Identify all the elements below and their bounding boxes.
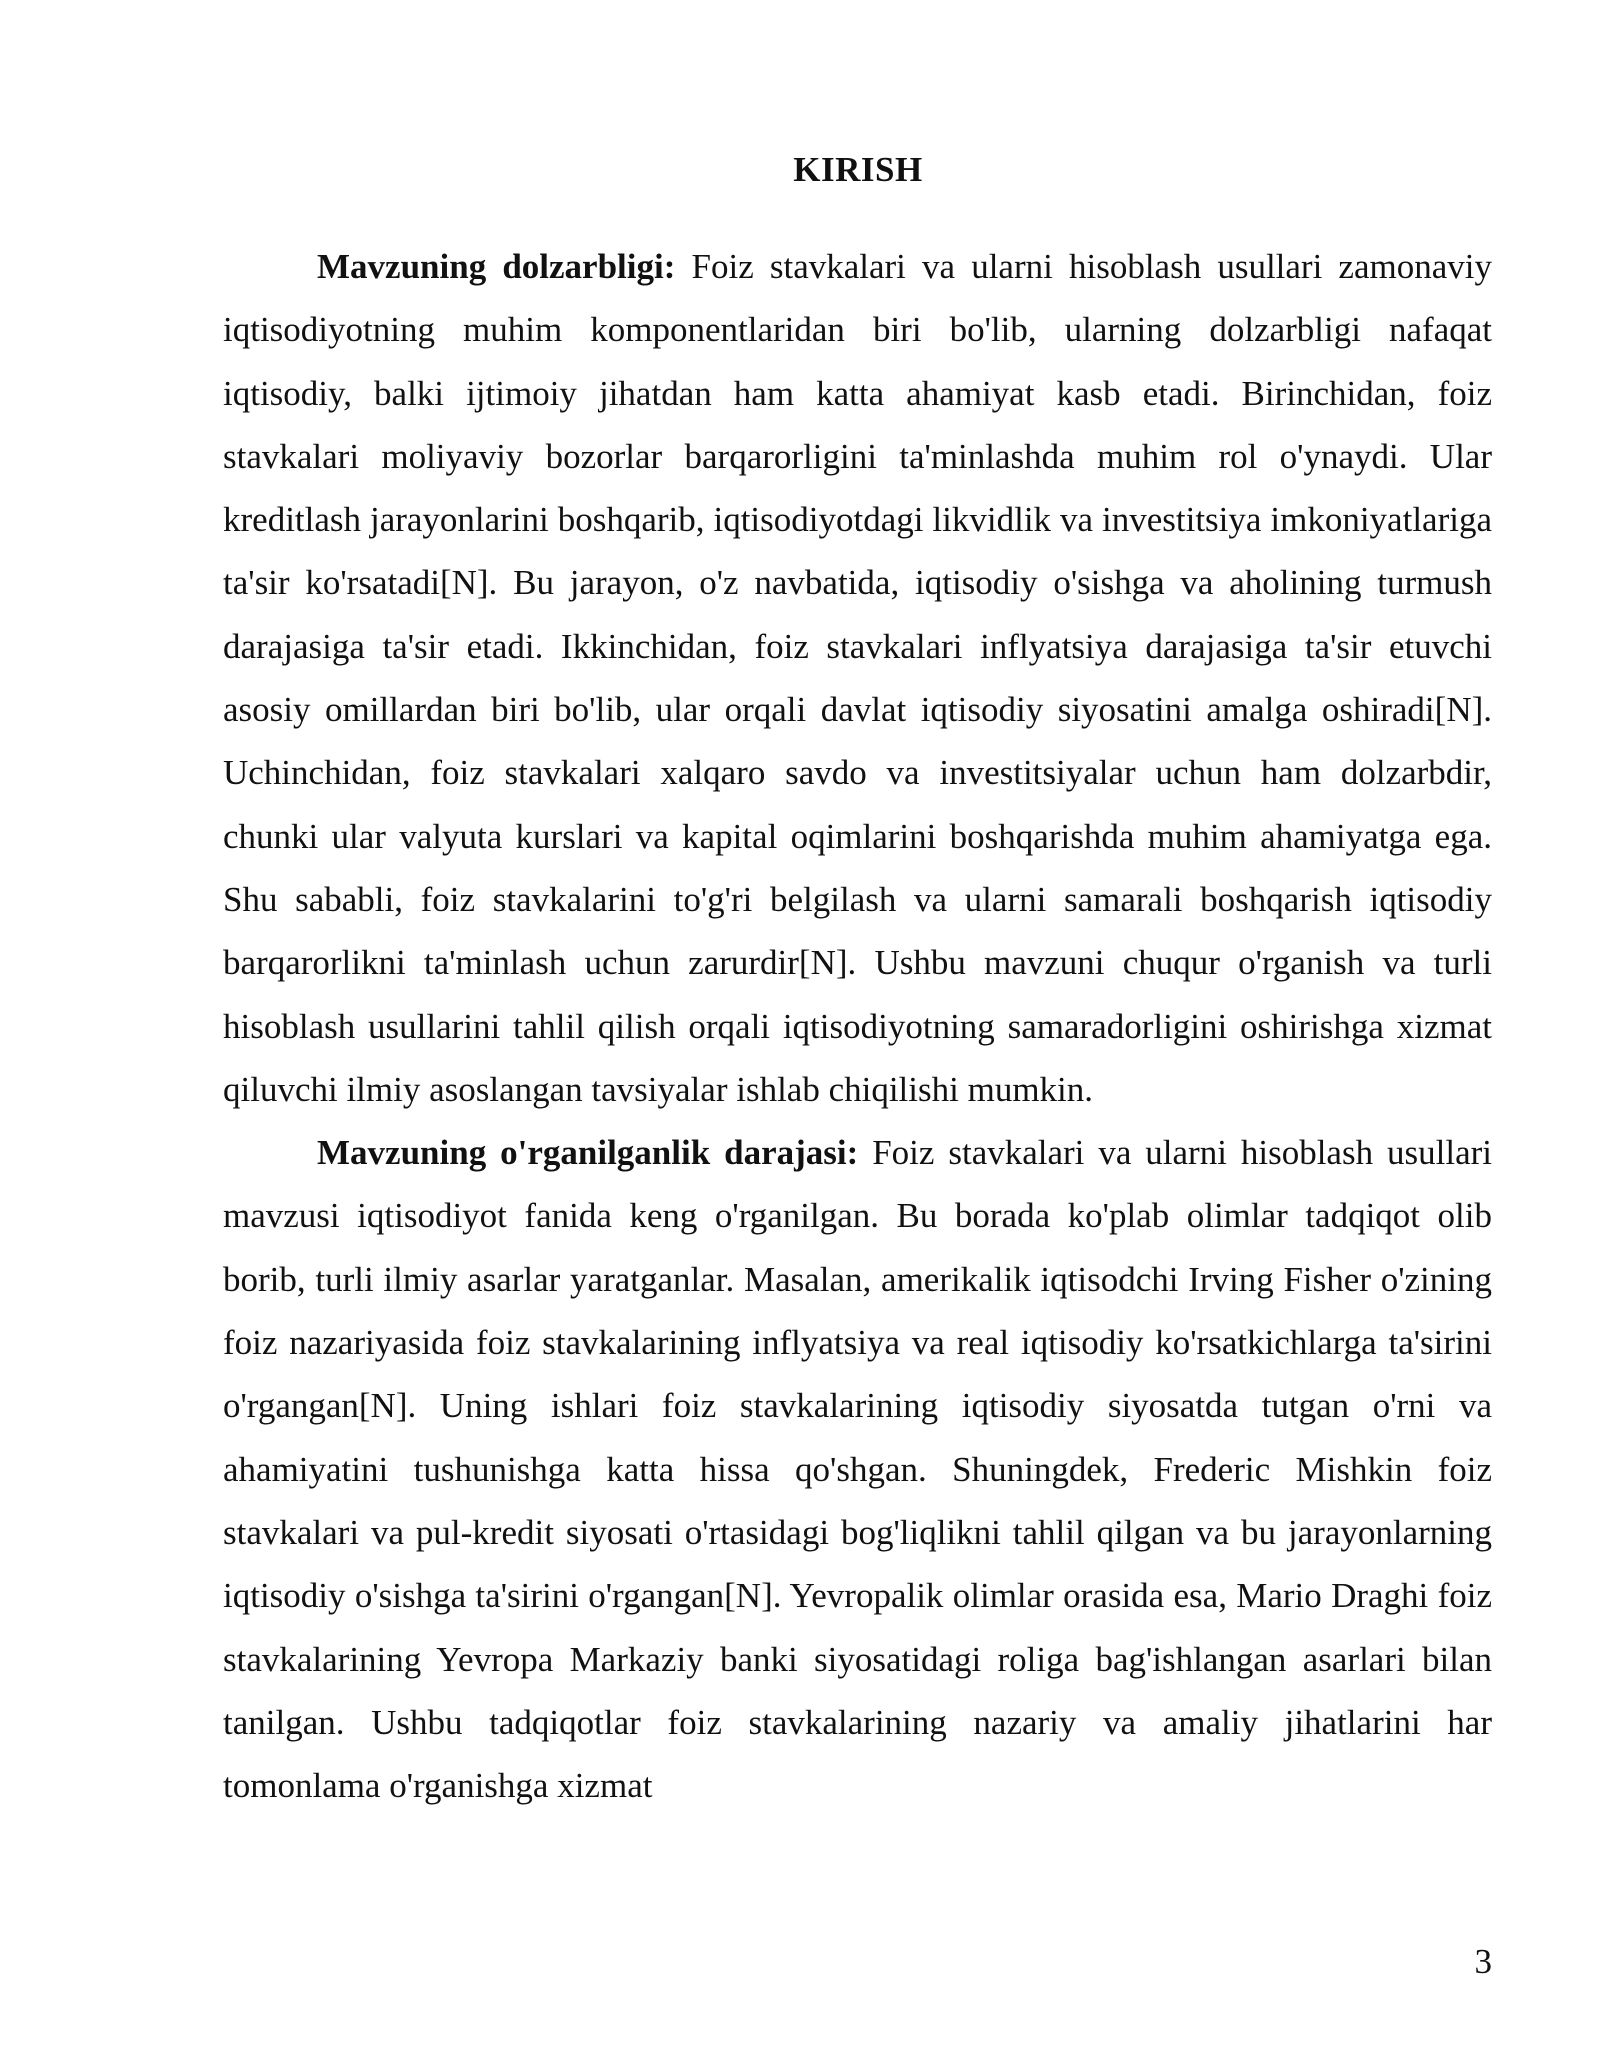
paragraph-text-relevance: Foiz stavkalari va ularni hisoblash usullari zamonaviy iqtisodiyotning muhim komponentlaridan biri bo'lib, ularning dolzarbligi nafaqat iqtisodiy, balki ijtimoiy jihatdan ham katta ahamiyat kasb etadi. Birinchidan, foiz stavkalari moliyaviy bozorlar barqarorligini ta'minlashda muhim rol o'ynaydi. Ular kreditlash jarayonlarini boshqarib, iqtisodiyotdagi likvidlik va investitsiya imkoniyatlariga ta'sir ko'rsatadi[N]. Bu jarayon, o'z navbatida, iqtisodiy o'sishga va aholining turmush darajasiga ta'sir etadi. Ikkinchidan, foiz stavkalari inflyatsiya darajasiga ta'sir etuvchi asosiy omillardan biri bo'lib, ular orqali davlat iqtisodiy siyosatini amalga oshiradi[N]. Uchinchidan, foiz stavkalari xalqaro savdo va investitsiyalar uchun ham dolzarbdir, chunki ular valyuta kurslari va kapital oqimlarini boshqarishda muhim ahamiyatga ega. Shu sababli, foiz stavkalarini to'g'ri belgilash va ularni samarali boshqarish iqtisodiy barqarorlikni ta'minlash uchun zarurdir[N]. Ushbu mavzuni chuqur o'rganish va turli hisoblash usullarini tahlil qilish orqali iqtisodiyotning samaradorligini oshirishga xizmat qiluvchi ilmiy asoslangan tavsiyalar ishlab chiqilishi mumkin. [223,247,1492,1109]
page-number: 3 [1474,1942,1492,1981]
paragraph-lead-relevance: Mavzuning dolzarbligi: [317,247,676,286]
paragraph-text-study-level: Foiz stavkalari va ularni hisoblash usullari mavzusi iqtisodiyot fanida keng o'rganilgan. Bu borada ko'plab olimlar tadqiqot olib borib, turli ilmiy asarlar yaratganlar. Masalan, amerikalik iqtisodchi Irving Fisher o'zining foiz nazariyasida foiz stavkalarining inflyatsiya va real iqtisodiy ko'rsatkichlarga ta'sirini o'rgangan[N]. Uning ishlari foiz stavkalarining iqtisodiy siyosatda tutgan o'rni va ahamiyatini tushunishga katta hissa qo'shgan. Shuningdek, Frederic Mishkin foiz stavkalari va pul-kredit siyosati o'rtasidagi bog'liqlikni tahlil qilgan va bu jarayonlarning iqtisodiy o'sishga ta'sirini o'rgangan[N]. Yevropalik olimlar orasida esa, Mario Draghi foiz stavkalarining Yevropa Markaziy banki siyosatidagi roliga bag'ishlangan asarlari bilan tanilgan. Ushbu tadqiqotlar foiz stavkalarining nazariy va amaliy jihatlarini har tomonlama o'rganishga xizmat [223,1133,1492,1806]
section-title: KIRISH [793,150,923,189]
paragraph-lead-study-level: Mavzuning o'rganilganlik darajasi: [317,1133,859,1173]
body-text [223,235,1492,1817]
paragraph-relevance [223,235,1492,1121]
paragraph-study-level [223,1121,1492,1817]
